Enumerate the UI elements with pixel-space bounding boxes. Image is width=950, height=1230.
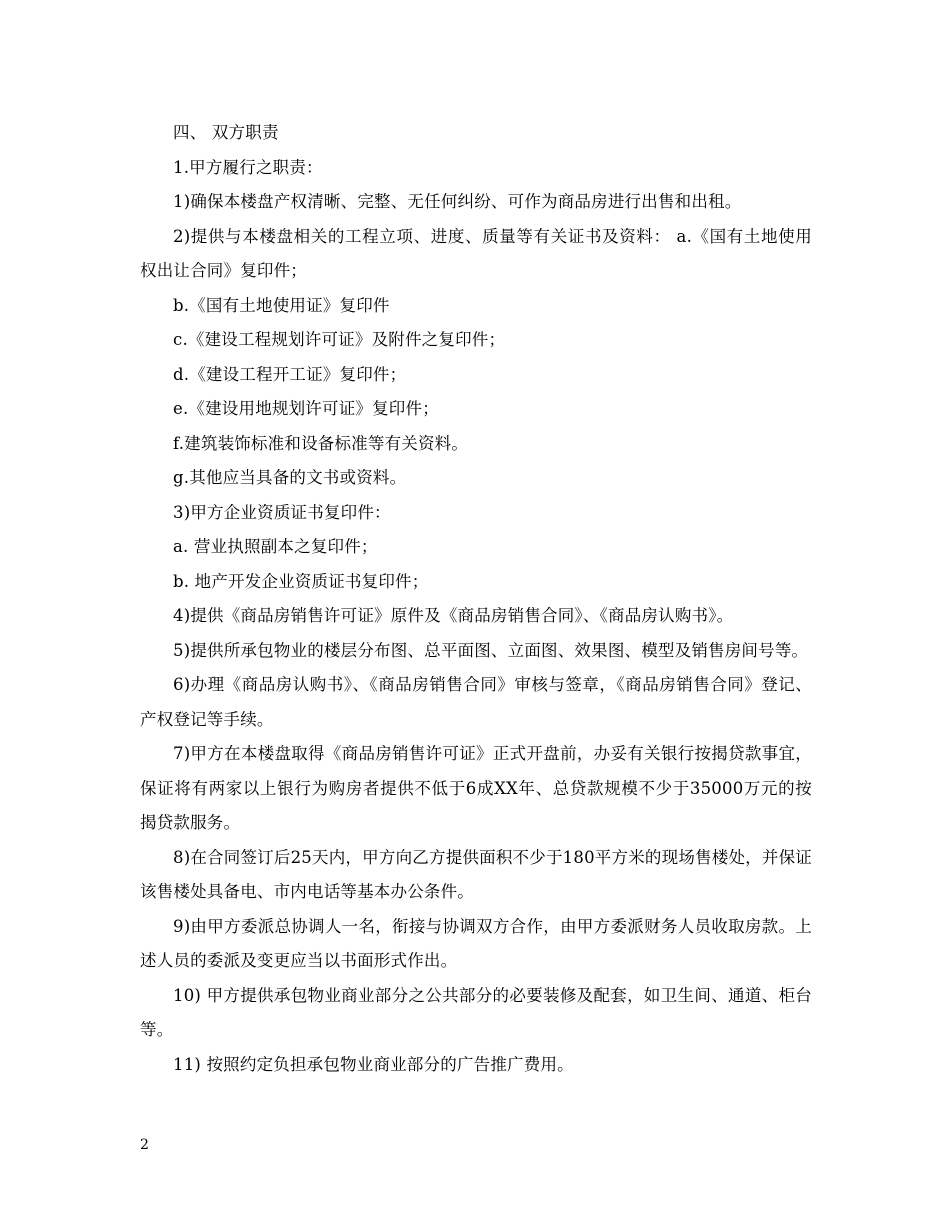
list-item: b.《国有土地使用证》复印件 (173, 295, 390, 315)
paragraph: 5)提供所承包物业的楼层分布图、总平面图、立面图、效果图、模型及销售房间号等。 (173, 640, 809, 660)
paragraph: 9)由甲方委派总协调人一名，衔接与协调双方合作，由甲方委派财务人员收取房款。上述人员的委派及变更应当以书面形式作出。 (140, 916, 812, 970)
paragraph: 8)在合同签订后25天内，甲方向乙方提供面积不少于180平方米的现场售楼处，并保证该售楼处具备电、市内电话等基本办公条件。 (140, 847, 812, 901)
subsection-heading: 1.甲方履行之职责： (173, 157, 323, 177)
list-item: c.《建设工程规划许可证》及附件之复印件； (173, 330, 506, 349)
list-item: g.其他应当具备的文书或资料。 (173, 468, 407, 487)
page-body (140, 116, 812, 1082)
list-item: a. 营业执照副本之复印件； (173, 537, 378, 556)
list-item: d.《建设工程开工证》复印件； (173, 364, 407, 384)
paragraph: 1)确保本楼盘产权清晰、完整、无任何纠纷、可作为商品房进行出售和出租。 (173, 192, 742, 211)
list-item: e.《建设用地规划许可证》复印件； (173, 399, 439, 418)
paragraph: 6)办理《商品房认购书》、《商品房销售合同》审核与签章，《商品房销售合同》登记、产权登记等手续。 (140, 675, 812, 729)
paragraph: 4)提供《商品房销售许可证》原件及《商品房销售合同》、《商品房认购书》。 (173, 606, 734, 625)
paragraph: 2)提供与本楼盘相关的工程立项、进度、质量等有关证书及资料： a.《国有土地使用权出让合同》复印件； (140, 226, 812, 280)
page-number: 2 (140, 1137, 149, 1153)
section-heading: 四、 双方职责 (173, 123, 279, 142)
paragraph: 7)甲方在本楼盘取得《商品房销售许可证》正式开盘前，办妥有关银行按揭贷款事宜，保证将有两家以上银行为购房者提供不低于6成XX年、总贷款规模不少于35000万元的按揭贷款服务。 (140, 744, 812, 832)
paragraph: 3)甲方企业资质证书复印件： (173, 502, 391, 522)
paragraph: 11) 按照约定负担承包物业商业部分的广告推广费用。 (173, 1054, 574, 1074)
list-item: b. 地产开发企业资质证书复印件； (173, 571, 429, 591)
paragraph: 10) 甲方提供承包物业商业部分之公共部分的必要装修及配套，如卫生间、通道、柜台等。 (140, 985, 812, 1039)
list-item: f.建筑装饰标准和设备标准等有关资料。 (173, 433, 469, 453)
